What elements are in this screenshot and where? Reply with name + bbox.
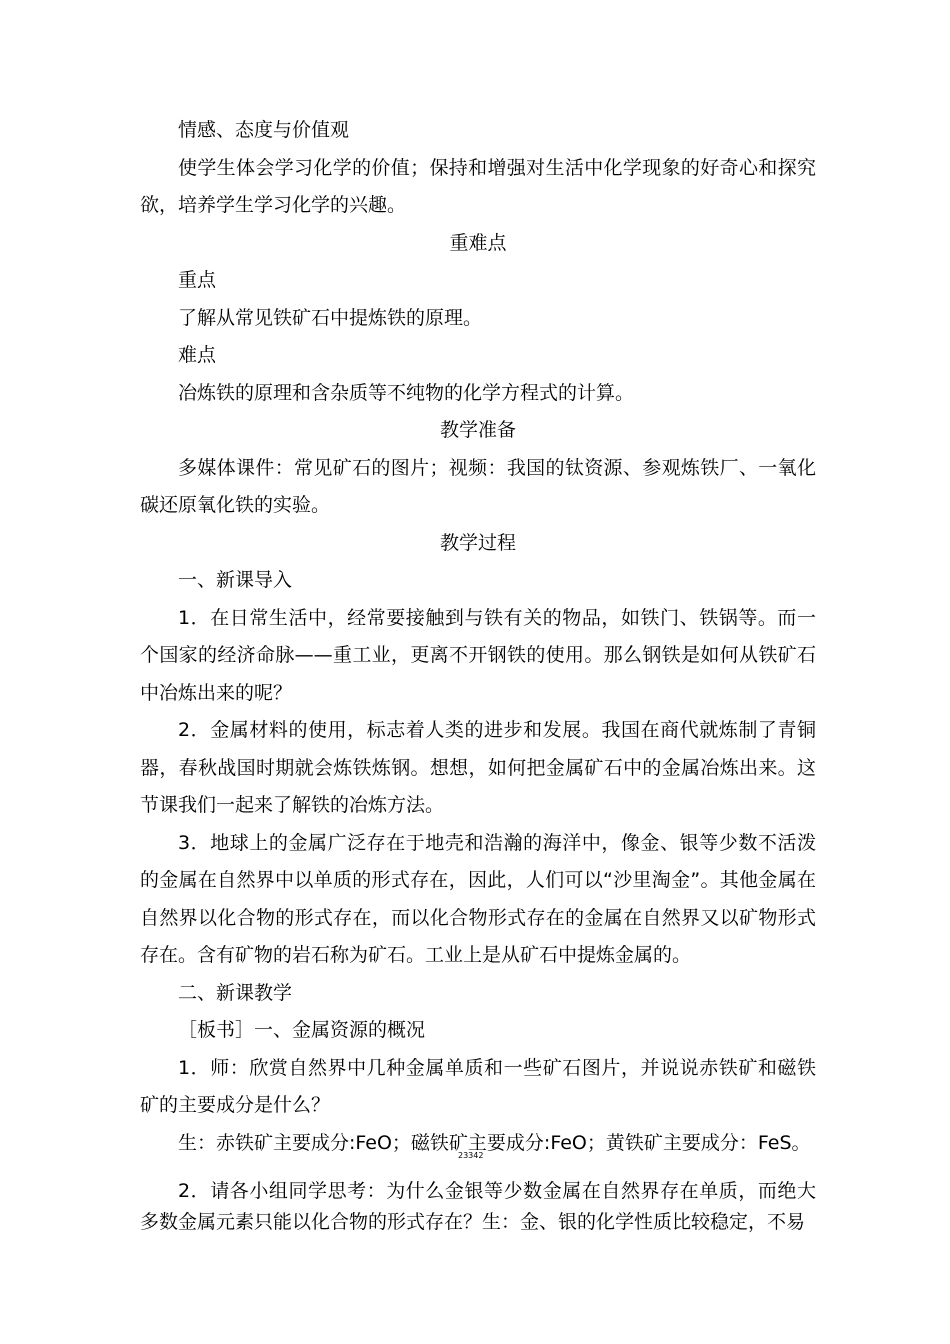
student-answer-1: 生：赤铁矿主要成分:FeO；磁铁矿主要成分:FeO；黄铁矿主要成分：FeS。 [178, 1131, 811, 1154]
intro-paragraph-2: 2．金属材料的使用，标志着人类的进步和发展。我国在商代就炼制了青铜器，春秋战国时期就会炼铁炼钢。想想，如何把金属矿石中的金属冶炼出来。这节课我们一起来了解铁的冶炼方法。 [140, 719, 816, 816]
attitude-paragraph: 使学生体会学习化学的价值；保持和增强对生活中化学现象的好奇心和探究欲，培养学生学习化学的兴趣。 [140, 156, 816, 216]
heading-key-points: 重难点 [449, 231, 507, 254]
section-attitude-heading: 情感、态度与价值观 [178, 119, 350, 141]
preparation-paragraph: 多媒体课件：常见矿石的图片；视频：我国的钛资源、参观炼铁厂、一氧化碳还原氧化铁的实验。 [140, 456, 816, 516]
board-note: ［板书］一、金属资源的概况 [178, 1019, 426, 1041]
teacher-question-2: 2．请各小组同学思考：为什么金银等少数金属在自然界存在单质，而绝大多数金属元素只能以化合物的形式存在？生：金、银的化学性质比较稳定，不易 [140, 1180, 816, 1233]
heading-process: 教学过程 [439, 531, 516, 554]
page-footnote: 23342 [458, 1151, 484, 1160]
part1-title: 一、新课导入 [178, 569, 293, 591]
difficult-text: 冶炼铁的原理和含杂质等不纯物的化学方程式的计算。 [178, 381, 635, 404]
part2-title: 二、新课教学 [178, 981, 293, 1004]
heading-preparation: 教学准备 [439, 419, 516, 441]
intro-paragraph-1: 1．在日常生活中，经常要接触到与铁有关的物品，如铁门、铁锅等。而一个国家的经济命脉——重工业，更离不开钢铁的使用。那么钢铁是如何从铁矿石中冶炼出来的呢？ [140, 606, 816, 704]
teacher-question-1: 1．师：欣赏自然界中几种金属单质和一些矿石图片，并说说赤铁矿和磁铁矿的主要成分是什么？ [140, 1056, 816, 1116]
intro-paragraph-3: 3．地球上的金属广泛存在于地壳和浩瀚的海洋中，像金、银等少数不活泼的金属在自然界中以单质的形式存在，因此，人们可以“沙里淘金”。其他金属在自然界以化合物的形式存在，而以化合物形式存在的金属在自然界又以矿物形式存在。含有矿物的岩石称为矿石。工业上是从矿石中提炼金属的。 [140, 831, 816, 966]
document-page [140, 112, 816, 1238]
key-label: 重点 [178, 269, 217, 291]
difficult-label: 难点 [178, 344, 217, 366]
key-text: 了解从常见铁矿石中提炼铁的原理。 [178, 306, 483, 329]
